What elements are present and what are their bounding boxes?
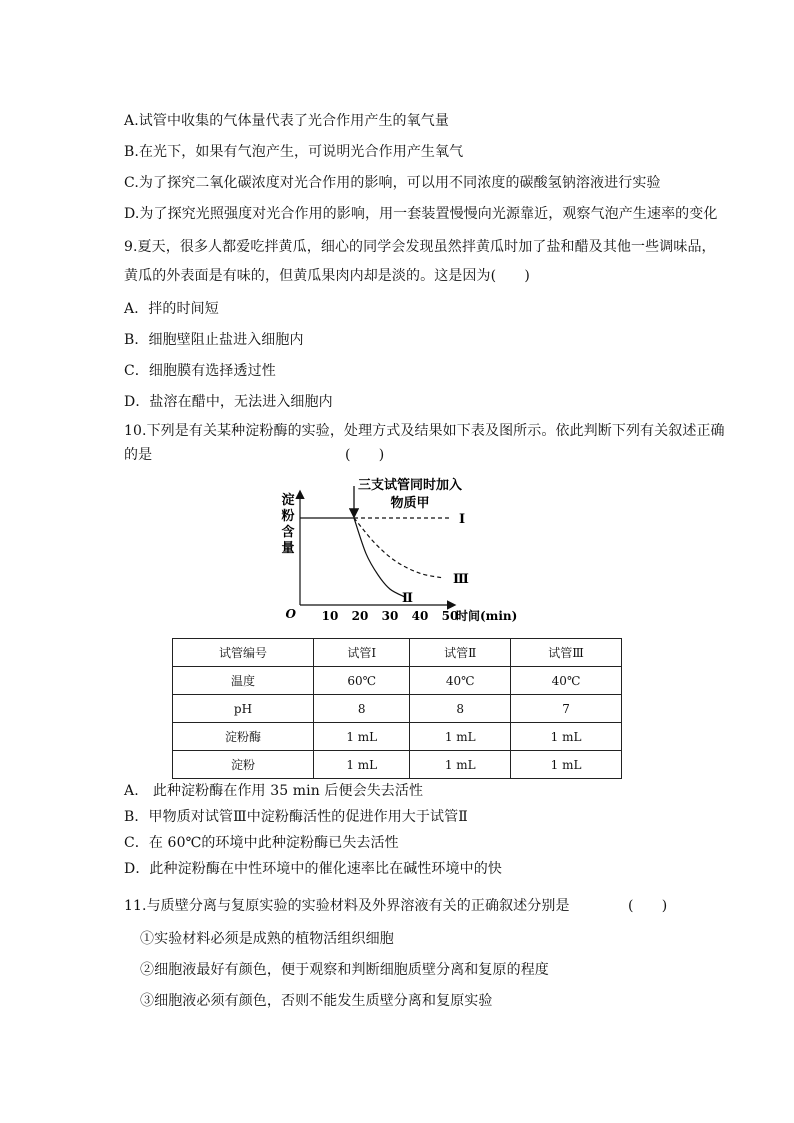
table-cell: 温度 xyxy=(173,667,314,695)
annotation-line1: 三支试管同时加入 xyxy=(357,478,463,493)
q8-option-c: C.为了探究二氧化碳浓度对光合作用的影响，可以用不同浓度的碳酸氢钠溶液进行实验 xyxy=(124,175,661,191)
series-label-III: Ⅲ xyxy=(453,572,469,588)
x-tick-label: 20 xyxy=(351,609,369,623)
q9-stem-line1: 9.夏天，很多人都爱吃拌黄瓜，细心的同学会发现虽然拌黄瓜时加了盐和醋及其他一些调味品， xyxy=(124,239,716,255)
q10-stem-line2: 的是 xyxy=(124,447,153,463)
table-row xyxy=(173,695,622,723)
table-row xyxy=(173,723,622,751)
q9-option-c: C．细胞膜有选择透过性 xyxy=(124,363,276,379)
q9-option-a: A．拌的时间短 xyxy=(124,301,219,317)
table-cell: 试管编号 xyxy=(173,639,314,667)
q11-item-2: ②细胞液最好有颜色，便于观察和判断细胞质壁分离和复原的程度 xyxy=(140,962,549,978)
series-line-II xyxy=(354,518,405,597)
table-cell: 1 mL xyxy=(511,751,622,779)
series-line-III xyxy=(354,518,444,578)
q10-stem-line1: 10.下列是有关某种淀粉酶的实验，处理方式及结果如下表及图所示。依此判断下列有关叙述正确 xyxy=(124,423,725,439)
q10-option-d: D．此种淀粉酶在中性环境中的催化速率比在碱性环境中的快 xyxy=(124,861,502,877)
q11-item-1: ①实验材料必须是成熟的植物活组织细胞 xyxy=(140,931,394,947)
table-row xyxy=(173,667,622,695)
table-cell: 1 mL xyxy=(314,751,410,779)
q8-option-b: B.在光下，如果有气泡产生，可说明光合作用产生氧气 xyxy=(124,144,464,160)
table-cell: 1 mL xyxy=(410,751,511,779)
q10-option-c: C．在 60℃的环境中此种淀粉酶已失去活性 xyxy=(124,835,399,851)
q9-option-d: D．盐溶在醋中，无法进入细胞内 xyxy=(124,394,333,410)
table-cell: 试管Ⅲ xyxy=(511,639,622,667)
x-tick-label: 10 xyxy=(321,609,339,623)
table-cell: 试管Ⅰ xyxy=(314,639,410,667)
table-cell: 8 xyxy=(410,695,511,723)
table-cell: 淀粉酶 xyxy=(173,723,314,751)
table-cell: 1 mL xyxy=(410,723,511,751)
x-tick-label: 50 xyxy=(441,609,459,623)
table-header-row xyxy=(173,639,622,667)
table-cell: 1 mL xyxy=(314,723,410,751)
annotation-line2: 物质甲 xyxy=(390,496,430,511)
table-cell: 7 xyxy=(511,695,622,723)
table-cell: 试管Ⅱ xyxy=(410,639,511,667)
table-cell: 40℃ xyxy=(511,667,622,695)
table-cell: 8 xyxy=(314,695,410,723)
table-cell: 1 mL xyxy=(511,723,622,751)
table-cell: 40℃ xyxy=(410,667,511,695)
table-cell: 60℃ xyxy=(314,667,410,695)
series-label-II: Ⅱ xyxy=(402,591,413,606)
q11-item-3: ③细胞液必须有颜色，否则不能发生质壁分离和复原实验 xyxy=(140,993,493,1009)
x-tick-label: 30 xyxy=(381,609,399,623)
q10-option-b: B．甲物质对试管Ⅲ中淀粉酶活性的促进作用大于试管Ⅱ xyxy=(124,809,468,825)
origin-label: O xyxy=(285,607,296,621)
q10-option-a: A. 此种淀粉酶在作用 35 min 后便会失去活性 xyxy=(124,783,424,799)
starch-content-chart xyxy=(270,470,530,630)
q10-answer-paren: ( ) xyxy=(345,447,385,463)
experiment-table xyxy=(172,638,622,779)
q9-stem-line2: 黄瓜的外表面是有味的，但黄瓜果肉内却是淡的。这是因为( ) xyxy=(124,268,530,284)
q9-option-b: B．细胞壁阻止盐进入细胞内 xyxy=(124,332,304,348)
q11-stem: 11.与质壁分离与复原实验的实验材料及外界溶液有关的正确叙述分别是 xyxy=(124,898,570,914)
x-tick-label: 40 xyxy=(411,609,429,623)
table-cell: pH xyxy=(173,695,314,723)
y-axis-label: 淀粉含量 xyxy=(281,493,295,556)
table-row xyxy=(173,751,622,779)
q8-option-d: D.为了探究光照强度对光合作用的影响，用一套装置慢慢向光源靠近，观察气泡产生速率的变化 xyxy=(124,206,718,222)
x-axis-label: 时间(min) xyxy=(456,609,518,623)
q11-answer-paren: ( ) xyxy=(628,898,668,914)
series-label-I: Ⅰ xyxy=(459,512,466,527)
q8-option-a: A.试管中收集的气体量代表了光合作用产生的氧气量 xyxy=(124,113,449,129)
table-cell: 淀粉 xyxy=(173,751,314,779)
